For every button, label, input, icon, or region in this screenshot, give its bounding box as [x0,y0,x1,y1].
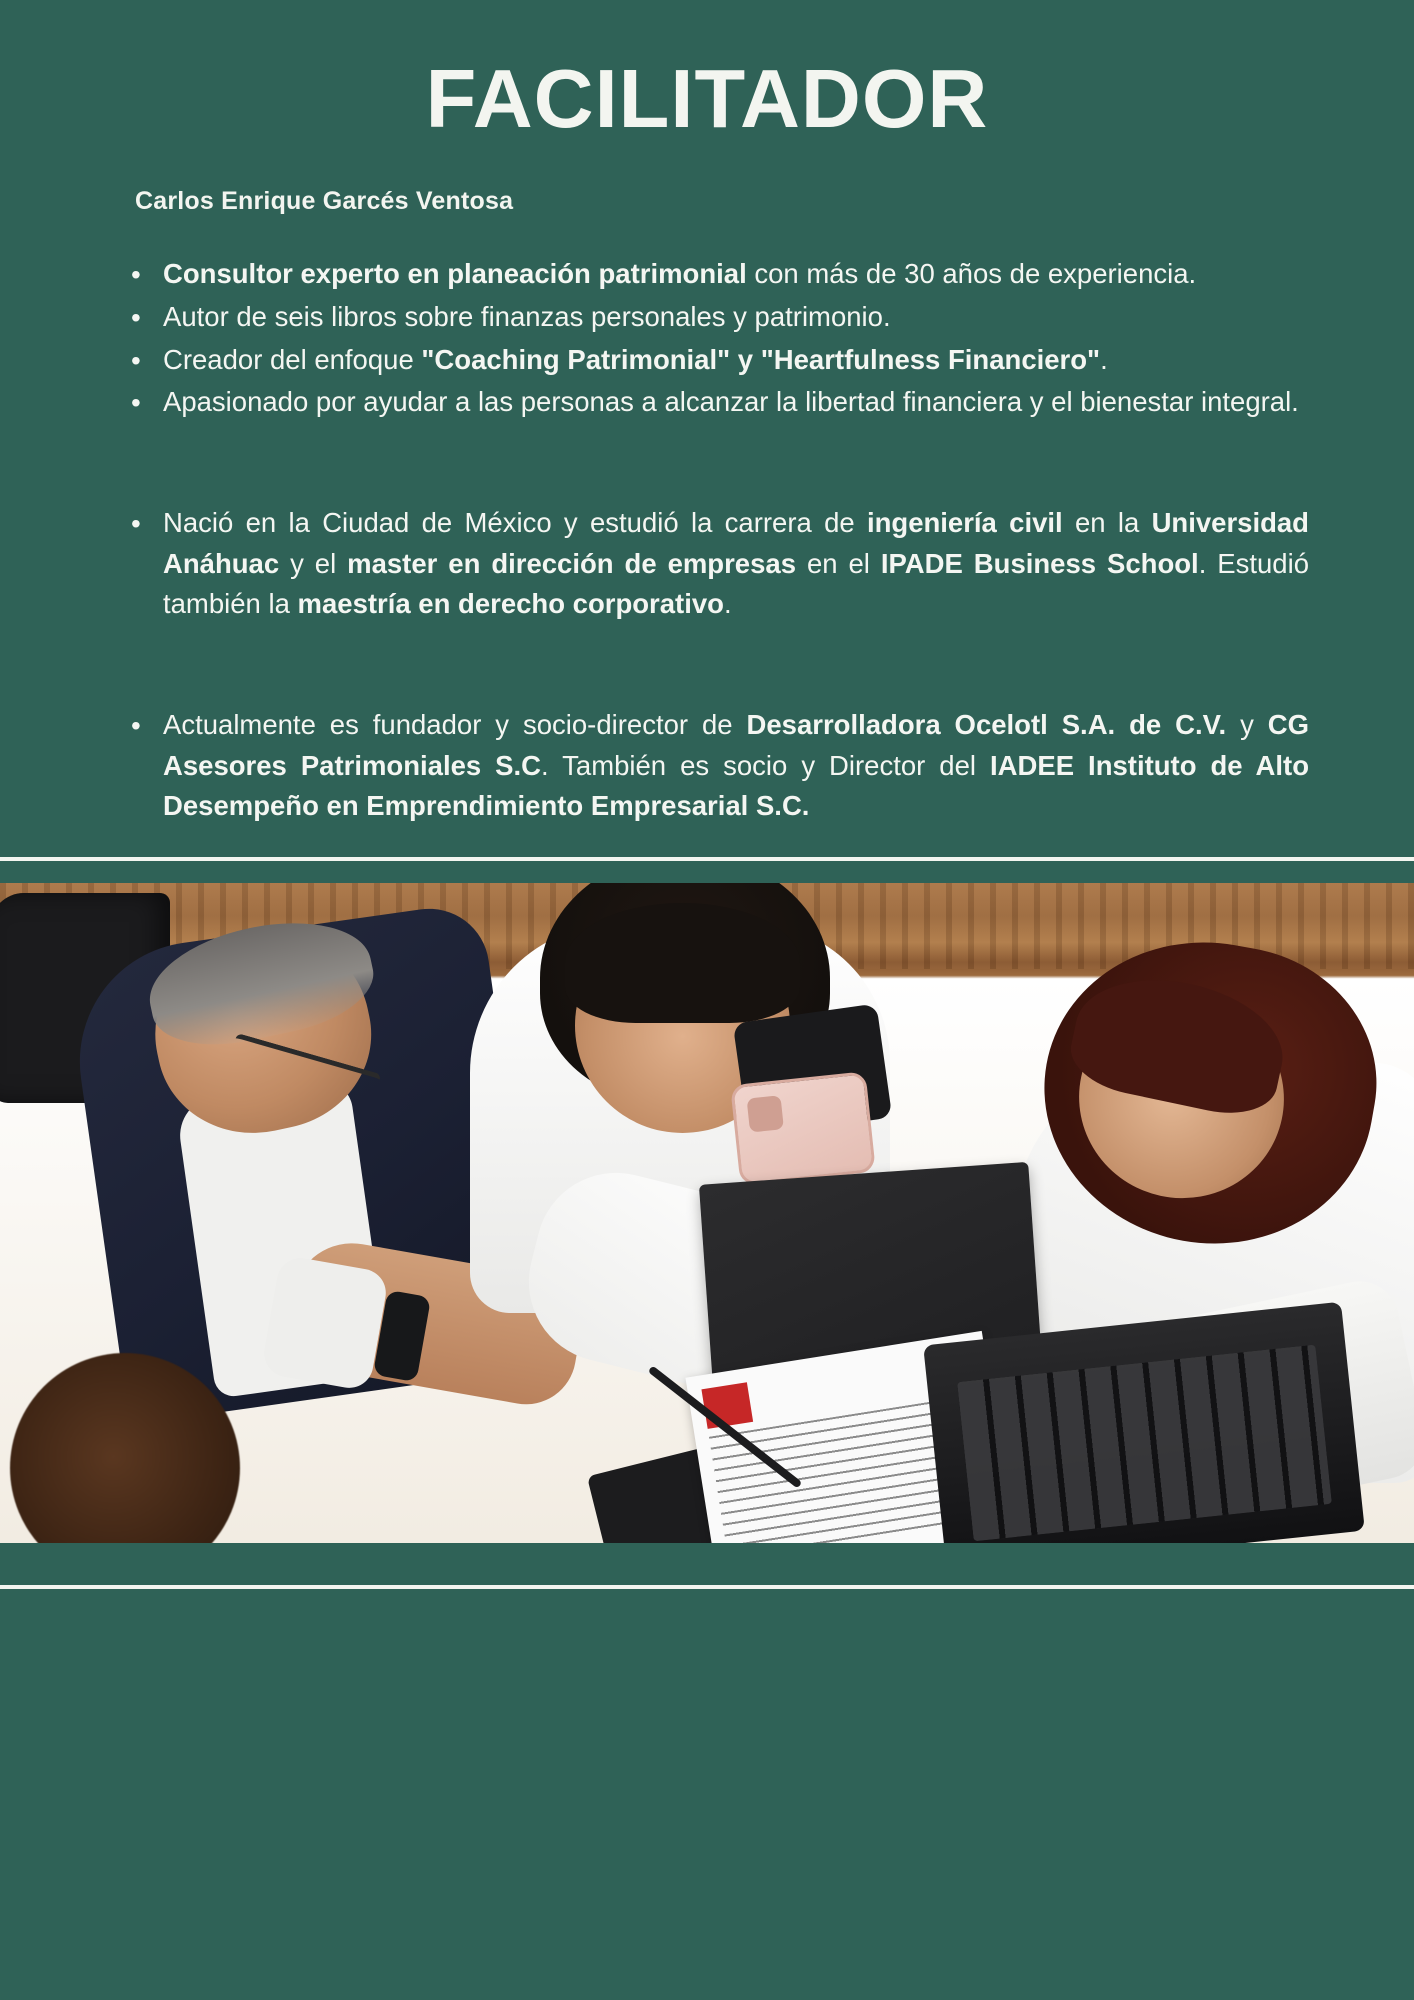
bullet-list-education [105,503,1309,625]
hair-front [565,903,800,1023]
red-logo-block [701,1382,753,1429]
divider-top [0,857,1414,861]
list-item-emphasis: Desarrolladora Ocelotl S.A. de C.V. [746,708,1227,740]
pink-phone [730,1071,876,1186]
list-item [105,705,1309,827]
list-item [105,254,1309,295]
list-item-text: . [1100,343,1108,375]
bullet-list-current-roles [105,705,1309,827]
bottom-spacer [0,1589,1414,2000]
list-item-text: . También es socio y Director del [541,749,991,781]
list-item-emphasis: "Coaching Patrimonial" y "Heartfulness Financiero" [421,343,1101,375]
text-content [0,0,1414,829]
list-item-emphasis: CG Asesores Patrimoniales S.C [163,708,1310,781]
shirt-cuff [260,1254,389,1391]
page-title: FACILITADOR [425,52,989,145]
list-gap-2 [105,627,1309,667]
list-item-text: Creador del enfoque [163,343,422,375]
list-item-text: Nació en la Ciudad de México y estudió la carrera de [163,506,867,538]
list-item-text: en la [1062,506,1152,538]
list-item [105,382,1309,423]
list-item [105,340,1309,381]
list-item-emphasis: maestría en derecho corporativo [297,588,724,620]
keyboard [957,1345,1332,1542]
meeting-photo [0,883,1414,1543]
list-item-text: y [1226,708,1268,740]
list-item-emphasis: master en dirección de empresas [347,547,796,579]
list-item-text: Actualmente es fundador y socio-director de [163,708,747,740]
list-item-text: . Estudió también la [163,547,1309,620]
list-item [105,297,1309,338]
bullet-list-credentials [105,254,1309,423]
list-item-text: en el [796,547,881,579]
list-item-emphasis: Consultor experto en planeación patrimonial [163,258,747,290]
laptop [923,1302,1365,1543]
list-item-emphasis: IADEE Instituto de Alto Desempeño en Emprendimiento Empresarial S.C. [163,749,1310,822]
list-item-text: con más de 30 años de experiencia. [746,258,1197,290]
list-item-text: Apasionado por ayudar a las personas a alcanzar la libertad financiera y el bienestar integral. [163,386,1299,418]
list-item [105,503,1309,625]
list-item-emphasis: ingeniería civil [866,506,1063,538]
list-item-text: Autor de seis libros sobre finanzas personales y patrimonio. [163,300,891,332]
list-gap-1 [105,425,1309,465]
list-item-emphasis: IPADE Business School [880,547,1199,579]
facilitator-name: Carlos Enrique Garcés Ventosa [135,187,514,216]
list-item-text: . [723,588,732,620]
list-item-text: y el [279,547,348,579]
list-item-emphasis: Universidad Anáhuac [163,506,1309,579]
